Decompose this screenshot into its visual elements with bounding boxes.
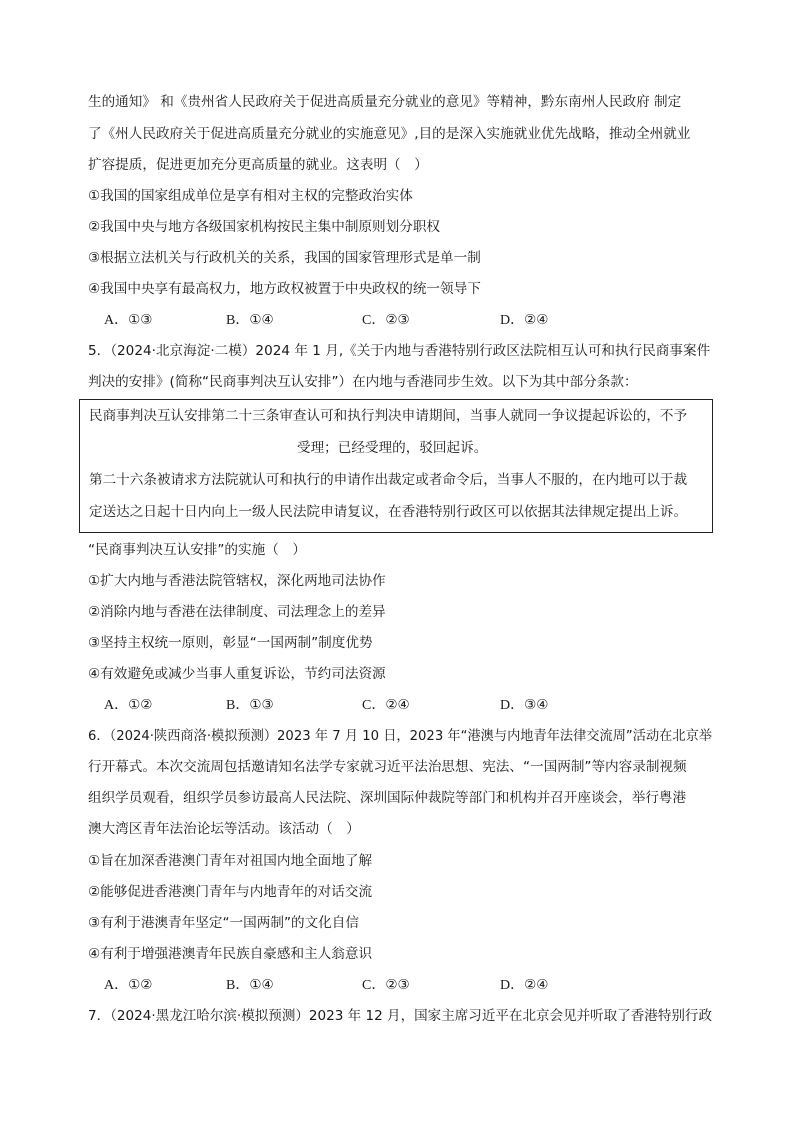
q4-stem-line-2: 了《州人民政府关于促进高质量充分就业的实施意见》,目的是深入实施就业优先战略，推动全州就业 — [88, 126, 691, 142]
q5-option-d[interactable]: D．③④ — [500, 697, 549, 713]
q5-statement-4: ④有效避免或减少当事人重复诉讼，节约司法资源 — [88, 666, 386, 682]
q4-stem-line-3: 扩容提质，促进更加充分更高质量的就业。这表明（ ） — [88, 157, 428, 173]
q4-statement-4: ④我国中央享有最高权力，地方政权被置于中央政权的统一领导下 — [88, 281, 481, 297]
q4-statement-1: ①我国的国家组成单位是享有相对主权的完整政治实体 — [88, 188, 413, 204]
q5-box-line-4: 定送达之日起十日内向上一级人民法院申请复议，在香港特别行政区可以依据其法律规定提出上诉。 — [89, 504, 688, 520]
q6-statement-2: ②能够促进香港澳门青年与内地青年的对话交流 — [88, 884, 373, 900]
q6-option-b[interactable]: B．①④ — [226, 977, 274, 993]
q5-question: “民商事判决互认安排”的实施（ ） — [88, 542, 306, 558]
q5-stem-line-1: 5．（2024·北京海淀·二模）2024 年 1 月,《关于内地与香港特别行政区法院相互认可和执行民商事案件 — [88, 343, 711, 359]
q4-statement-3: ③根据立法机关与行政机关的关系，我国的国家管理形式是单一制 — [88, 250, 481, 266]
q5-stem-line-2: 判决的安排》(简称“民商事判决互认安排”）在内地与香港同步生效。以下为其中部分条款： — [88, 374, 638, 390]
q4-option-d[interactable]: D．②④ — [500, 312, 549, 328]
q5-option-b[interactable]: B．①③ — [226, 697, 274, 713]
q4-statement-2: ②我国中央与地方各级国家机构按民主集中制原则划分职权 — [88, 219, 441, 235]
q5-statement-1: ①扩大内地与香港法院管辖权，深化两地司法协作 — [88, 573, 386, 589]
q5-statement-3: ③坚持主权统一原则，彰显“一国两制”制度优势 — [88, 635, 373, 651]
q4-option-c[interactable]: C．②③ — [362, 312, 410, 328]
q6-option-c[interactable]: C．②③ — [362, 977, 410, 993]
q5-box-line-1: 民商事判决互认安排第二十三条审查认可和执行判决申请期间，当事人就同一争议提起诉讼的，不予 — [89, 408, 688, 424]
q5-material-box — [79, 399, 713, 533]
q6-statement-4: ④有利于增强港澳青年民族自豪感和主人翁意识 — [88, 946, 373, 962]
q7-stem-line-1: 7．（2024·黑龙江哈尔滨·模拟预测）2023 年 12 月，国家主席习近平在北京会见并听取了香港特别行政 — [88, 1008, 713, 1024]
q6-stem-line-4: 澳大湾区青年法治论坛等活动。该活动（ ） — [88, 821, 360, 837]
q4-option-b[interactable]: B．①④ — [226, 312, 274, 328]
q4-option-a[interactable]: A．①③ — [104, 312, 153, 328]
q6-stem-line-2: 行开幕式。本次交流周包括邀请知名法学专家就习近平法治思想、宪法、“一国两制”等内容录制视频 — [88, 759, 687, 775]
q5-option-c[interactable]: C．②④ — [362, 697, 410, 713]
q6-option-d[interactable]: D．②④ — [500, 977, 549, 993]
q5-box-line-2: 受理；已经受理的，驳回起诉。 — [297, 440, 488, 456]
q6-stem-line-3: 组织学员观看，组织学员参访最高人民法院、深圳国际仲裁院等部门和机构并召开座谈会，举行粤港 — [88, 790, 687, 806]
q5-statement-2: ②消除内地与香港在法律制度、司法理念上的差异 — [88, 604, 386, 620]
q5-box-line-3: 第二十六条被请求方法院就认可和执行的申请作出裁定或者命令后，当事人不服的，在内地可以于裁 — [89, 472, 688, 488]
q6-option-a[interactable]: A．①② — [104, 977, 153, 993]
q5-option-a[interactable]: A．①② — [104, 697, 153, 713]
q6-statement-1: ①旨在加深香港澳门青年对祖国内地全面地了解 — [88, 853, 373, 869]
q4-stem-line-1: 生的通知》 和《贵州省人民政府关于促进高质量充分就业的意见》等精神，黔东南州人民政府 制定 — [88, 94, 682, 110]
q6-statement-3: ③有利于港澳青年坚定“一国两制”的文化自信 — [88, 915, 359, 931]
q6-stem-line-1: 6．（2024·陕西商洛·模拟预测）2023 年 7 月 10 日，2023 年“港澳与内地青年法律交流周”活动在北京举 — [88, 728, 712, 744]
